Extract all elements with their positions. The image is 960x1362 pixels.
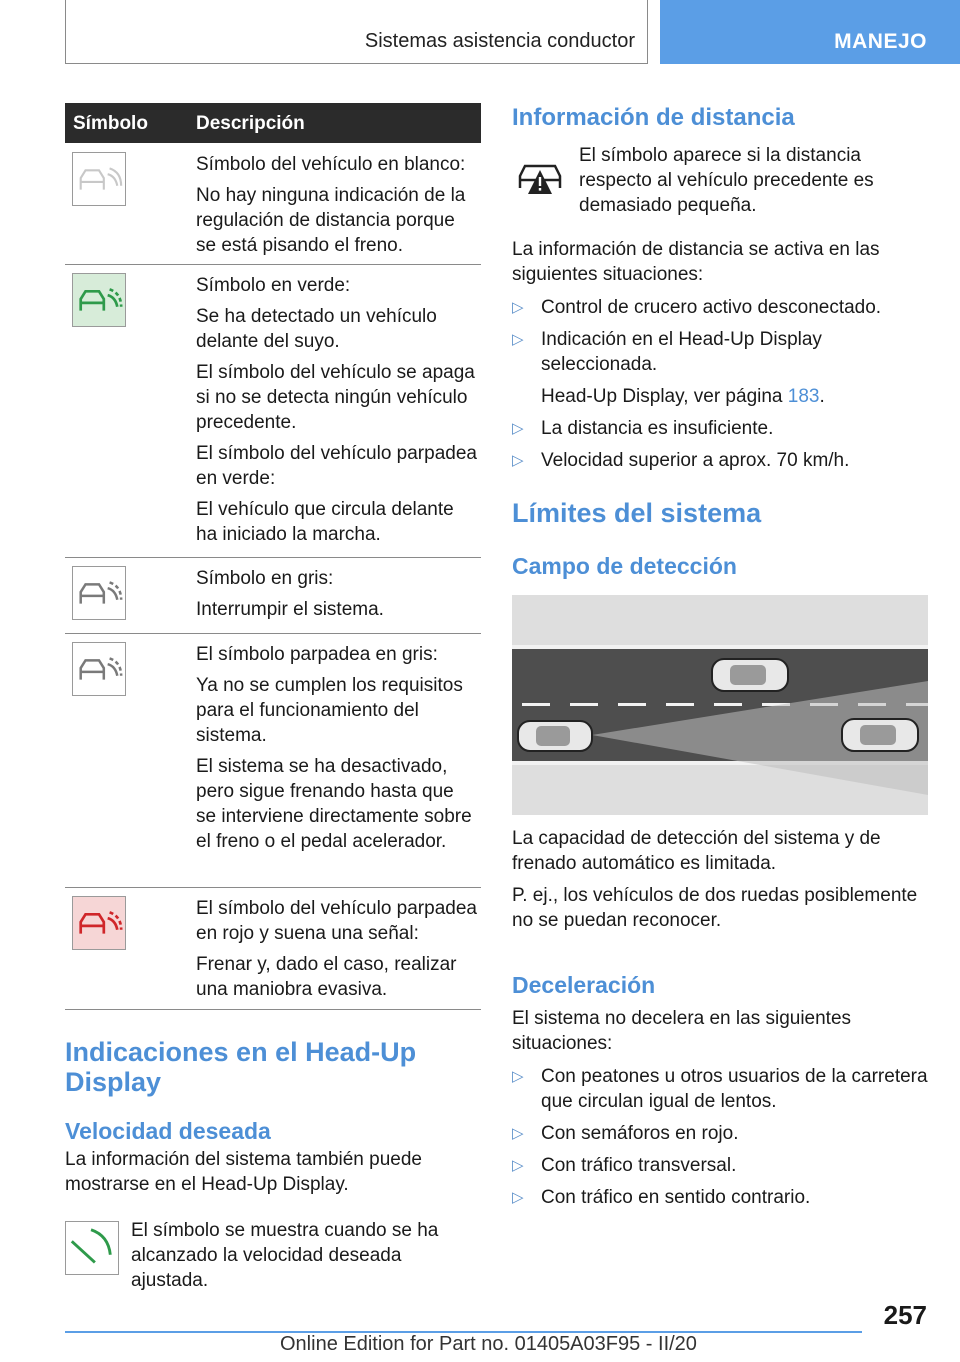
decel-heading: Deceleración [512, 972, 656, 998]
distance-details [512, 237, 928, 480]
section-title: Sistemas asistencia conductor [364, 30, 635, 52]
table-row [65, 143, 481, 265]
page-link[interactable]: 183 [787, 386, 820, 407]
list-item: ▷ Con tráfico transversal. [512, 1153, 928, 1178]
distance-heading: Información de distancia [512, 104, 795, 131]
table-row [65, 557, 481, 634]
description-line: El símbolo del vehículo parpadea en verde: [196, 443, 477, 489]
description-line: No hay ninguna indicación de la regulación de distancia porque se está pisando el freno. [196, 185, 466, 256]
distance-icon-text: El símbolo aparece si la distancia respecto al vehículo precedente es demasiado pequeña. [579, 145, 874, 216]
detect-text-2: P. ej., los vehículos de dos ruedas posiblemente no se puedan reconocer. [512, 885, 918, 931]
list-item: ▷ Indicación en el Head-Up Display seleccionada. [512, 327, 928, 377]
list-item: ▷ Velocidad superior a aprox. 70 km/h. [512, 448, 928, 473]
row-description [196, 152, 479, 264]
description-line: El símbolo del vehículo parpadea en rojo y suena una señal: [196, 898, 477, 944]
description-line: Frenar y, dado el caso, realizar una maniobra evasiva. [196, 954, 457, 1000]
distance-list [512, 295, 928, 377]
detect-text-block [512, 826, 928, 933]
hud-subheading: Velocidad deseada [65, 1118, 271, 1144]
row-description [196, 566, 479, 628]
list-item: ▷ Con semáforos en rojo. [512, 1121, 928, 1146]
hud-section [65, 1037, 475, 1197]
footer-edition: Online Edition for Part no. 01405A03F95 - II/20 [280, 1333, 697, 1355]
row-description [196, 896, 479, 1008]
chapter-tab[interactable] [660, 0, 960, 64]
description-line: Símbolo en gris: [196, 568, 334, 589]
description-line: Ya no se cumplen los requisitos para el funcionamiento del sistema. [196, 675, 463, 746]
column-symbol: Símbolo [73, 113, 148, 134]
page-number: 257 [883, 1300, 927, 1330]
car-distance-gray-blink-icon [72, 642, 126, 696]
car-distance-gray-icon [72, 566, 126, 620]
row-description [196, 642, 479, 860]
description-line: El símbolo del vehículo se apaga si no se detecta ningún vehículo precedente. [196, 362, 475, 433]
decel-list [512, 1064, 928, 1210]
decel-block [512, 1006, 928, 1217]
list-item: ▷ La distancia es insuficiente. [512, 416, 928, 441]
list-item: ▷ Con tráfico en sentido contrario. [512, 1185, 928, 1210]
description-line: Se ha detectado un vehículo delante del suyo. [196, 306, 437, 352]
hud-heading: Indicaciones en el Head-Up Display [65, 1037, 417, 1097]
table-row [65, 633, 481, 888]
detect-text-1: La capacidad de detección del sistema y de frenado automático es limitada. [512, 828, 881, 874]
list-item: ▷ Con peatones u otros usuarios de la carretera que circulan igual de lentos. [512, 1064, 928, 1114]
car-distance-red-icon [72, 896, 126, 950]
subnote-end: . [819, 386, 825, 407]
table-row [65, 264, 481, 558]
detection-range-illustration [512, 595, 928, 815]
limits-heading: Límites del sistema [512, 498, 762, 528]
car-ahead [712, 659, 788, 691]
description-line: El símbolo parpadea en gris: [196, 644, 438, 665]
table-row [65, 887, 481, 1010]
description-line: El sistema se ha desactivado, pero sigue frenando hasta que se interviene directamente sobre el freno o el pedal acelerador. [196, 756, 472, 852]
decel-intro: El sistema no decelera en las siguientes situaciones: [512, 1008, 852, 1054]
subnote-text: Head-Up Display, ver página [541, 386, 783, 407]
car-right [842, 719, 918, 751]
car-distance-green-icon [72, 273, 126, 327]
description-line: Símbolo del vehículo en blanco: [196, 154, 466, 175]
distance-subnote [512, 384, 928, 409]
chapter-tab-label: MANEJO [834, 30, 927, 53]
hud-icon-text: El símbolo se muestra cuando se ha alcanzado la velocidad deseada ajustada. [131, 1220, 439, 1291]
row-description [196, 273, 479, 553]
detect-heading: Campo de detección [512, 553, 737, 579]
distance-intro: La información de distancia se activa en las siguientes situaciones: [512, 239, 880, 285]
speed-reached-icon [65, 1221, 119, 1275]
table-header [65, 103, 481, 143]
description-line: Interrumpir el sistema. [196, 599, 384, 620]
car-front-left [518, 721, 592, 751]
list-item: ▷ Control de crucero activo desconectado. [512, 295, 928, 320]
description-line: Símbolo en verde: [196, 275, 351, 296]
header-box [65, 0, 648, 64]
car-distance-white-icon [72, 152, 126, 206]
column-description: Descripción [196, 113, 305, 134]
distance-warning-icon [512, 150, 568, 200]
distance-list-2 [512, 416, 928, 473]
hud-text: La información del sistema también puede mostrarse en el Head-Up Display. [65, 1149, 422, 1195]
description-line: El vehículo que circula delante ha iniciado la marcha. [196, 499, 454, 545]
